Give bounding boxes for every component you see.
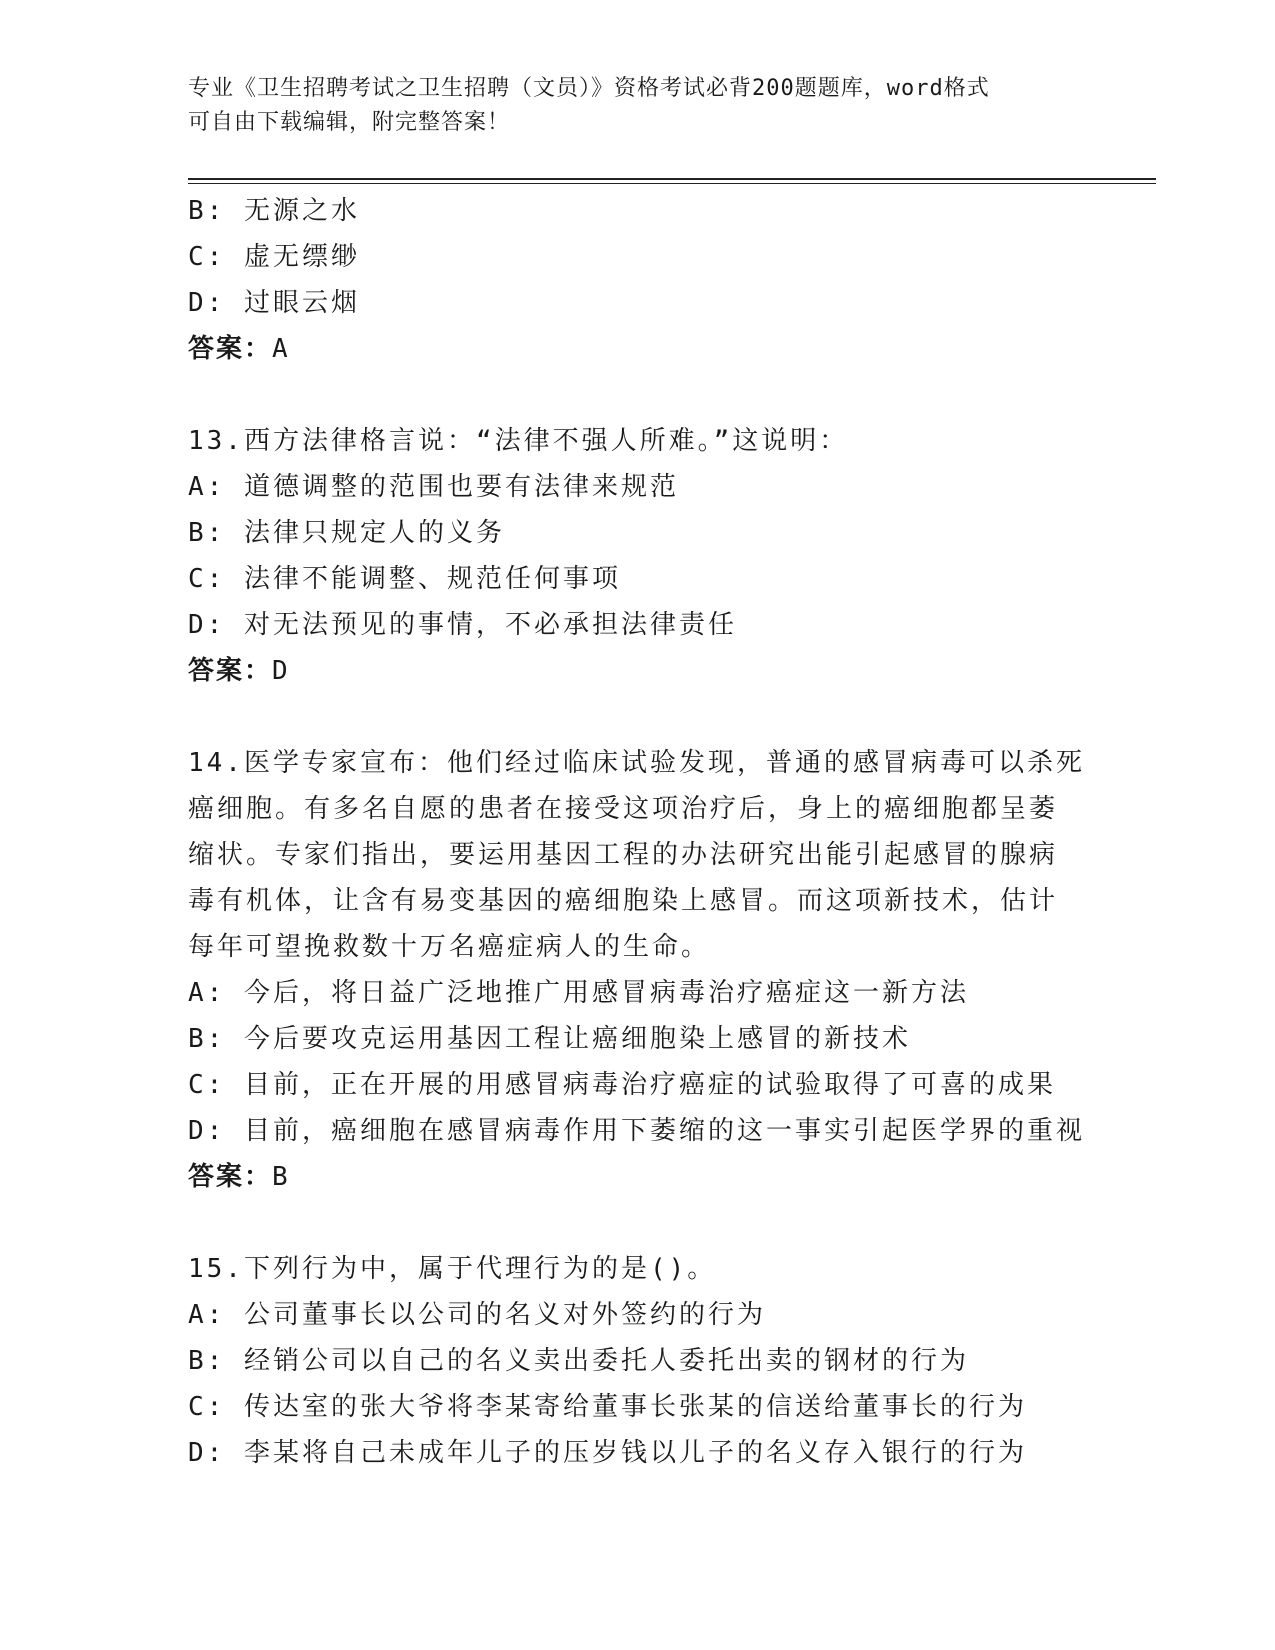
- answer-line: [188, 1154, 1088, 1200]
- header-line-2: 可自由下载编辑，附完整答案！: [188, 110, 511, 135]
- document-header: [188, 72, 1068, 140]
- question-stem-line: 14.医学专家宣布：他们经过临床试验发现，普通的感冒病毒可以杀死: [188, 748, 1085, 778]
- option-a: A: 道德调整的范围也要有法律来规范: [188, 472, 679, 502]
- option-a: A: 公司董事长以公司的名义对外签约的行为: [188, 1300, 766, 1330]
- answer-line: [188, 326, 1088, 372]
- header-divider-thin: [188, 183, 1156, 184]
- answer-label: 答案：: [188, 334, 273, 364]
- spacer: [188, 372, 1088, 418]
- option-d: D: 目前，癌细胞在感冒病毒作用下萎缩的这一事实引起医学界的重视: [188, 1116, 1085, 1146]
- option-c: C: 目前，正在开展的用感冒病毒治疗癌症的试验取得了可喜的成果: [188, 1070, 1056, 1100]
- question-list: [188, 188, 1088, 1476]
- question-stem-line: 每年可望挽救数十万名癌症病人的生命。: [188, 932, 711, 962]
- question-stem-line: 毒有机体，让含有易变基因的癌细胞染上感冒。而这项新技术，估计: [188, 886, 1059, 916]
- question-15: [188, 1246, 1088, 1476]
- answer-value: B: [272, 1162, 290, 1192]
- option-d: D: 过眼云烟: [188, 288, 360, 318]
- answer-value: A: [272, 334, 290, 364]
- question-13: [188, 418, 1088, 694]
- option-a: A: 今后，将日益广泛地推广用感冒病毒治疗癌症这一新方法: [188, 978, 969, 1008]
- option-c: C: 传达室的张大爷将李某寄给董事长张某的信送给董事长的行为: [188, 1392, 1027, 1422]
- question-stem-line: 缩状。专家们指出，要运用基因工程的办法研究出能引起感冒的腺病: [188, 840, 1059, 870]
- question-14: [188, 740, 1088, 1200]
- spacer: [188, 1200, 1088, 1246]
- option-b: B: 法律只规定人的义务: [188, 518, 505, 548]
- question-12: [188, 188, 1088, 372]
- option-c: C: 法律不能调整、规范任何事项: [188, 564, 621, 594]
- answer-label: 答案：: [188, 1162, 273, 1192]
- option-d: D: 李某将自己未成年儿子的压岁钱以儿子的名义存入银行的行为: [188, 1438, 1027, 1468]
- question-stem-line: 癌细胞。有多名自愿的患者在接受这项治疗后，身上的癌细胞都呈萎: [188, 794, 1059, 824]
- option-c: C: 虚无缥缈: [188, 242, 360, 272]
- question-stem: 13.西方法律格言说：“法律不强人所难。”这说明：: [188, 426, 849, 456]
- option-b: B: 今后要攻克运用基因工程让癌细胞染上感冒的新技术: [188, 1024, 911, 1054]
- answer-value: D: [272, 656, 290, 686]
- answer-label: 答案：: [188, 656, 273, 686]
- option-b: B: 经销公司以自己的名义卖出委托人委托出卖的钢材的行为: [188, 1346, 969, 1376]
- option-b: B: 无源之水: [188, 196, 360, 226]
- answer-line: [188, 648, 1088, 694]
- header-line-1: 专业《卫生招聘考试之卫生招聘（文员）》资格考试必背200题题库，word格式: [188, 76, 990, 101]
- spacer: [188, 694, 1088, 740]
- question-stem: 15.下列行为中，属于代理行为的是()。: [188, 1254, 717, 1284]
- option-d: D: 对无法预见的事情，不必承担法律责任: [188, 610, 737, 640]
- header-divider-thick: [188, 178, 1156, 180]
